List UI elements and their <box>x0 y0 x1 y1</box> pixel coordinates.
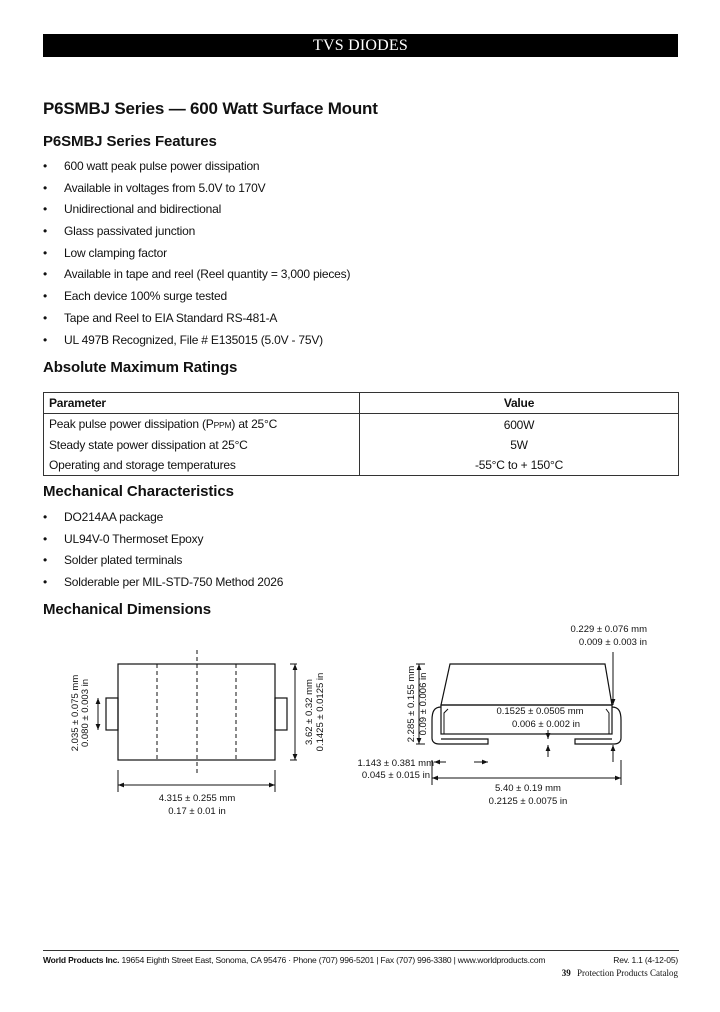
top-length-in: 0.17 ± 0.01 in <box>168 806 226 817</box>
page-title: P6SMBJ Series — 600 Watt Surface Mount <box>43 99 378 118</box>
top-length-mm: 4.315 ± 0.255 mm <box>158 793 236 804</box>
side-width-in: 0.2125 ± 0.0075 in <box>488 796 568 807</box>
list-item: • Glass passivated junction <box>43 224 350 246</box>
list-item: • UL94V-0 Thermoset Epoxy <box>43 532 283 554</box>
list-item: • Solderable per MIL-STD-750 Method 2026 <box>43 575 283 597</box>
list-item: • Tape and Reel to EIA Standard RS-481-A <box>43 311 350 333</box>
list-item: • Available in tape and reel (Reel quantity = 3,000 pieces) <box>43 267 350 289</box>
footer-catalog <box>562 968 678 978</box>
list-item: • Solder plated terminals <box>43 553 283 575</box>
list-item: • DO214AA package <box>43 510 283 532</box>
value-cell: -55°C to + 150°C <box>360 455 679 476</box>
footer-company: World Products Inc. <box>43 955 120 965</box>
top-view-drawing <box>70 650 326 817</box>
side-foot-in: 0.045 ± 0.015 in <box>361 770 430 781</box>
footer-contact <box>43 955 545 965</box>
param-cell: Peak pulse power dissipation (PPPM) at 25°C <box>44 414 360 436</box>
features-heading: P6SMBJ Series Features <box>43 133 217 150</box>
ratings-heading: Absolute Maximum Ratings <box>43 359 238 376</box>
top-body-height-mm: 3.62 ± 0.32 mm <box>304 679 315 745</box>
side-standoff-in: 0.006 ± 0.002 in <box>511 719 581 730</box>
side-height-in: 0.09 ± 0.006 in <box>418 672 429 736</box>
footer-address: 19654 Eighth Street East, Sonoma, CA 95476 · Phone (707) 996-5201 | Fax (707) 996-3380 | www.worldproducts.com <box>121 955 546 965</box>
top-lead-height-in: 0.080 ± 0.003 in <box>80 678 91 748</box>
col-header-parameter: Parameter <box>44 393 360 414</box>
side-width-mm: 5.40 ± 0.19 mm <box>495 783 561 794</box>
value-cell: 5W <box>360 435 679 455</box>
mechanical-heading: Mechanical Characteristics <box>43 483 234 500</box>
list-item: • Low clamping factor <box>43 246 350 268</box>
list-item: • Each device 100% surge tested <box>43 289 350 311</box>
top-lead-height-mm: 2.035 ± 0.075 mm <box>70 674 81 752</box>
value-cell: 600W <box>360 414 679 436</box>
list-item: • Unidirectional and bidirectional <box>43 202 350 224</box>
col-header-value: Value <box>360 393 679 414</box>
section-banner: TVS DIODES <box>43 34 678 57</box>
list-item: • 600 watt peak pulse power dissipation <box>43 159 350 181</box>
list-item: • Available in voltages from 5.0V to 170V <box>43 181 350 203</box>
side-standoff-mm: 0.1525 ± 0.0505 mm <box>496 706 584 717</box>
page-number: 39 <box>561 968 571 978</box>
side-view-drawing <box>357 624 647 807</box>
side-lead-thk-mm: 0.229 ± 0.076 mm <box>570 624 647 635</box>
catalog-name: Protection Products Catalog <box>577 968 678 978</box>
param-cell: Steady state power dissipation at 25°C <box>44 435 360 455</box>
side-height-mm: 2.285 ± 0.155 mm <box>406 665 417 743</box>
footer-divider <box>43 950 679 951</box>
side-foot-mm: 1.143 ± 0.381 mm <box>357 758 434 769</box>
list-item: • UL 497B Recognized, File # E135015 (5.0V - 75V) <box>43 333 350 355</box>
footer-revision: Rev. 1.1 (4-12-05) <box>613 955 678 965</box>
side-lead-thk-in: 0.009 ± 0.003 in <box>578 637 647 648</box>
param-cell: Operating and storage temperatures <box>44 455 360 476</box>
dimensions-heading: Mechanical Dimensions <box>43 601 211 618</box>
top-body-height-in: 0.1425 ± 0.0125 in <box>315 672 326 752</box>
